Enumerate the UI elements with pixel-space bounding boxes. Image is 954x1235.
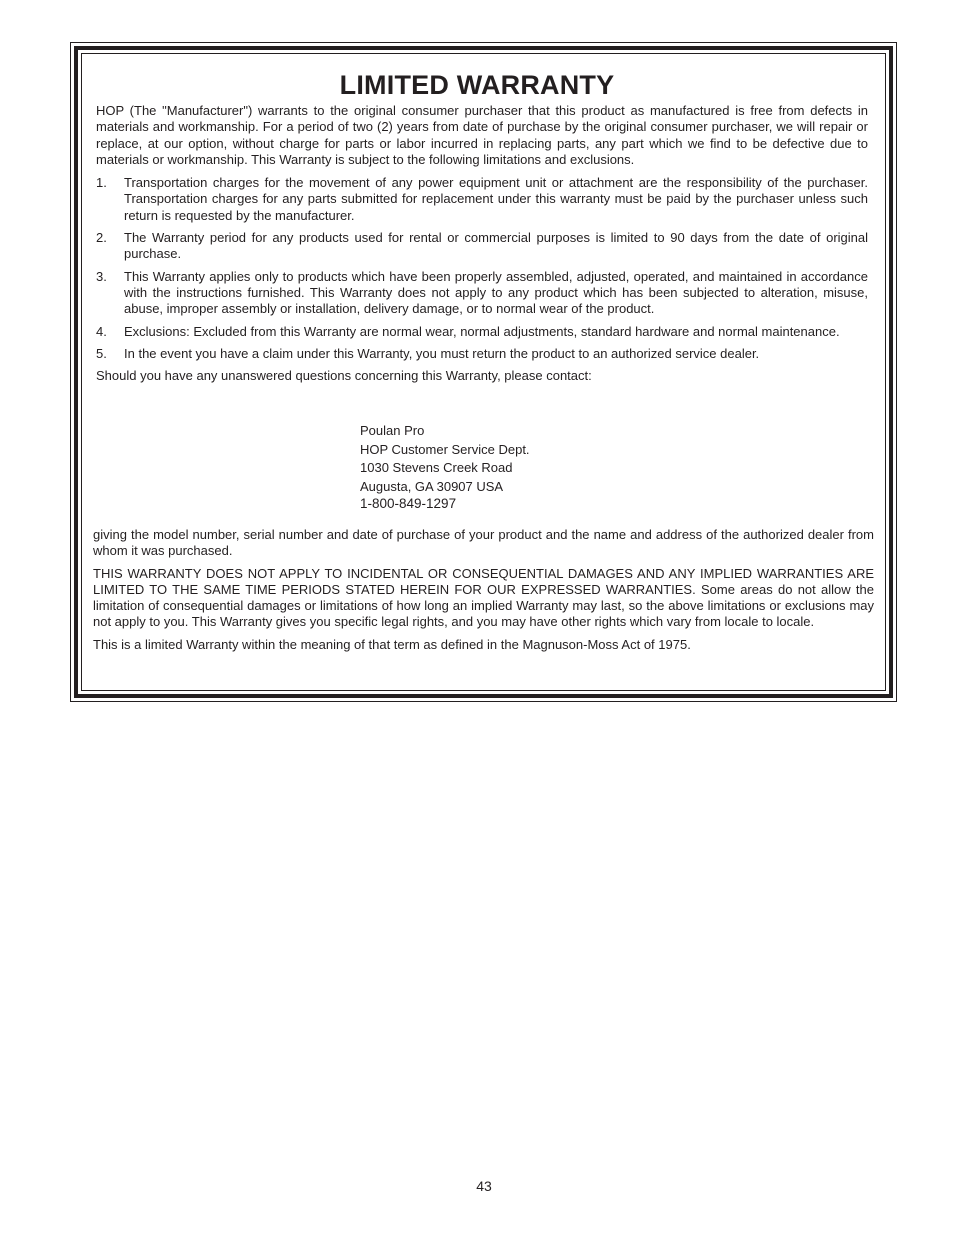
term-item: [96, 269, 868, 318]
term-text: Transportation charges for the movement of any power equipment unit or attachment are the responsibility of the purchaser. Transportation charges for any parts submitted for replacement under this warranty must be paid by the purchaser unless such return is requested by the manufacturer.: [124, 175, 868, 223]
term-item: [96, 175, 868, 224]
term-item: [96, 324, 868, 340]
contact-prompt: Should you have any unanswered questions concerning this Warranty, please contact:: [96, 368, 592, 384]
term-number: 5.: [96, 345, 107, 361]
term-text: This Warranty applies only to products which have been properly assembled, adjusted, operated, and maintained in accordance with the instructions furnished. This Warranty does not apply to any product which has been subjected to alteration, misuse, abuse, improper assembly or installation, delivery damage, or to normal wear of the product.: [124, 268, 868, 317]
term-number: 4.: [96, 323, 107, 339]
address-department: HOP Customer Service Dept.: [360, 441, 530, 457]
warranty-body: [96, 103, 868, 384]
term-text: Exclusions: Excluded from this Warranty are normal wear, normal adjustments, standard hardware and normal maintenance.: [124, 323, 840, 339]
term-number: 3.: [96, 268, 107, 284]
address-phone: 1-800-849-1297: [360, 496, 457, 511]
term-text: In the event you have a claim under this Warranty, you must return the product to an authorized service dealer.: [124, 345, 760, 361]
disclaimer-caps: THIS WARRANTY DOES NOT APPLY TO INCIDENTAL OR CONSEQUENTIAL DAMAGES AND ANY IMPLIED WARRANTIES ARE LIMITED TO THE SAME TIME PERIODS STATED HEREIN FOR OUR EXPRESSED WARRANTIES.: [93, 565, 874, 597]
address-company: Poulan Pro: [360, 423, 425, 438]
terms-list: [96, 175, 868, 362]
page-number: 43: [476, 1178, 492, 1194]
address-street: 1030 Stevens Creek Road: [360, 460, 513, 475]
term-item: [96, 346, 868, 362]
disclaimer-rest: Some areas do not allow the limitation of consequential damages or limitations of how long an implied Warranty may last, so the above limitations or exclusions may not apply to you. This Warranty gives you specific legal rights, and you may have other rights which vary from locale to locale.: [93, 581, 874, 630]
term-text: The Warranty period for any products used for rental or commercial purposes is limited to 90 days from the date of original purchase.: [124, 230, 868, 262]
term-number: 2.: [96, 230, 107, 246]
magnuson-moss-note: This is a limited Warranty within the meaning of that term as defined in the Magnuson-Moss Act of 1975.: [93, 636, 691, 652]
claim-instructions: giving the model number, serial number and date of purchase of your product and the name and address of the authorized dealer from whom it was purchased.: [93, 527, 874, 559]
intro-paragraph: HOP (The "Manufacturer") warrants to the original consumer purchaser that this product as manufactured is free from defects in materials and workmanship. For a period of two (2) years from date of purchase by the original consumer purchaser, we will repair or replace, at our option, without charge for parts or labor incurred in replacing parts, any part which we find to be defective due to materials or workmanship. This Warranty is subject to the following limitations and exclusions.: [96, 103, 868, 167]
term-number: 1.: [96, 175, 107, 191]
term-item: [96, 230, 868, 263]
address-city: Augusta, GA 30907 USA: [360, 478, 504, 494]
disclaimer-paragraph: [93, 566, 874, 631]
warranty-footer-text: [93, 527, 874, 659]
page-title: LIMITED WARRANTY: [339, 70, 615, 100]
contact-address: [360, 422, 530, 512]
